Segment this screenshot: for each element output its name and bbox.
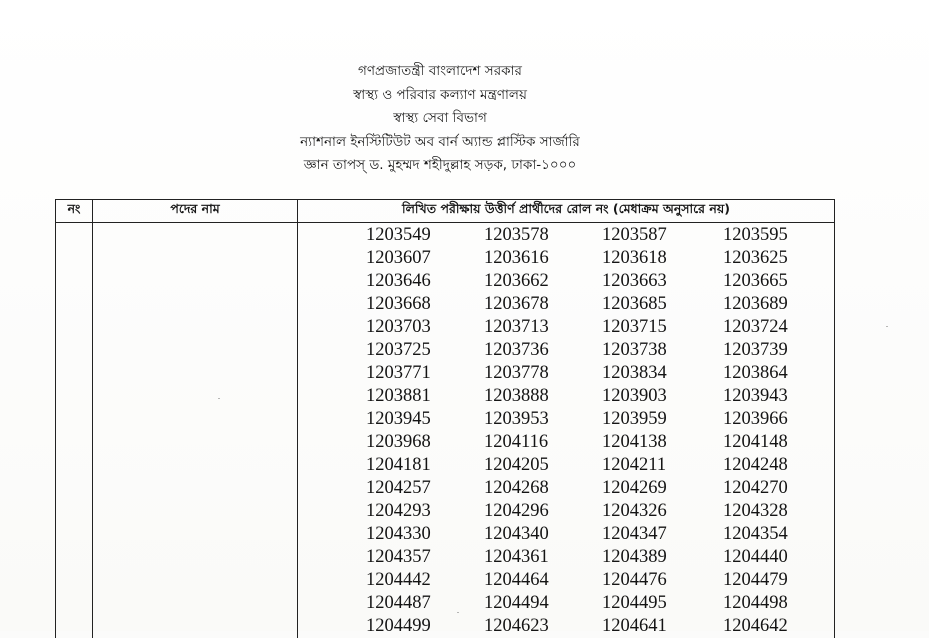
roll-number: 1204495 xyxy=(602,592,723,615)
roll-numbers-cell xyxy=(298,223,835,638)
column-header-post-name: পদের নাম xyxy=(93,200,298,223)
roll-number: 1204138 xyxy=(602,431,723,454)
serial-number-cell xyxy=(56,223,93,638)
roll-number: 1204181 xyxy=(366,454,484,477)
roll-number: 1203966 xyxy=(723,408,841,431)
roll-number: 1203959 xyxy=(602,408,723,431)
roll-number: 1203864 xyxy=(723,362,841,385)
roll-number: 1203595 xyxy=(723,224,841,247)
roll-number: 1203945 xyxy=(366,408,484,431)
scan-speck xyxy=(457,612,459,613)
roll-number: 1203834 xyxy=(602,362,723,385)
roll-number: 1203715 xyxy=(602,316,723,339)
roll-number: 1203778 xyxy=(484,362,602,385)
roll-number: 1204330 xyxy=(366,523,484,546)
roll-number: 1203616 xyxy=(484,247,602,270)
roll-number: 1203713 xyxy=(484,316,602,339)
header-line-government: গণপ্রজাতন্ত্রী বাংলাদেশ সরকার xyxy=(0,60,880,84)
roll-number: 1203607 xyxy=(366,247,484,270)
roll-number: 1203685 xyxy=(602,293,723,316)
post-name-cell xyxy=(93,223,298,638)
table-header-row xyxy=(56,200,835,223)
roll-number: 1203725 xyxy=(366,339,484,362)
roll-number: 1203724 xyxy=(723,316,841,339)
roll-number: 1203881 xyxy=(366,385,484,408)
column-header-roll-numbers: লিখিত পরীক্ষায় উত্তীর্ণ প্রার্থীদের রোল নং (মেধাক্রম অনুসারে নয়) xyxy=(298,200,835,223)
roll-number: 1203738 xyxy=(602,339,723,362)
roll-number: 1204148 xyxy=(723,431,841,454)
roll-number: 1204442 xyxy=(366,569,484,592)
scan-speck xyxy=(886,326,888,327)
roll-number: 1203646 xyxy=(366,270,484,293)
roll-number: 1203678 xyxy=(484,293,602,316)
roll-numbers-grid xyxy=(298,223,834,638)
roll-number: 1203663 xyxy=(602,270,723,293)
roll-number: 1203943 xyxy=(723,385,841,408)
roll-number: 1203888 xyxy=(484,385,602,408)
scan-speck xyxy=(218,398,220,399)
roll-number: 1203618 xyxy=(602,247,723,270)
roll-number: 1204293 xyxy=(366,500,484,523)
roll-number: 1204361 xyxy=(484,546,602,569)
roll-number: 1204248 xyxy=(723,454,841,477)
roll-number: 1204269 xyxy=(602,477,723,500)
roll-number: 1204499 xyxy=(366,615,484,638)
roll-number: 1203662 xyxy=(484,270,602,293)
roll-number: 1204476 xyxy=(602,569,723,592)
roll-number: 1203578 xyxy=(484,224,602,247)
header-line-ministry: স্বাস্থ্য ও পরিবার কল্যাণ মন্ত্রণালয় xyxy=(0,84,880,108)
roll-number-table xyxy=(55,199,835,638)
roll-number: 1204211 xyxy=(602,454,723,477)
roll-number: 1204498 xyxy=(723,592,841,615)
roll-number: 1204389 xyxy=(602,546,723,569)
roll-number: 1203968 xyxy=(366,431,484,454)
roll-number: 1204440 xyxy=(723,546,841,569)
roll-number: 1204623 xyxy=(484,615,602,638)
roll-number: 1204340 xyxy=(484,523,602,546)
roll-number: 1204257 xyxy=(366,477,484,500)
roll-number: 1204116 xyxy=(484,431,602,454)
roll-number: 1204479 xyxy=(723,569,841,592)
roll-number: 1204326 xyxy=(602,500,723,523)
roll-number: 1204268 xyxy=(484,477,602,500)
roll-number: 1204641 xyxy=(602,615,723,638)
roll-number: 1203739 xyxy=(723,339,841,362)
roll-number: 1203668 xyxy=(366,293,484,316)
roll-number: 1203903 xyxy=(602,385,723,408)
roll-number: 1204494 xyxy=(484,592,602,615)
header-line-division: স্বাস্থ্য সেবা বিভাগ xyxy=(0,107,880,131)
header-line-address: জ্ঞান তাপস্ ড. মুহম্মদ শহীদুল্লাহ সড়ক, ঢাকা-১০০০ xyxy=(0,154,880,178)
roll-number: 1203689 xyxy=(723,293,841,316)
roll-number: 1203703 xyxy=(366,316,484,339)
roll-number: 1203771 xyxy=(366,362,484,385)
roll-number: 1203665 xyxy=(723,270,841,293)
document-header xyxy=(0,60,880,178)
column-header-no: নং xyxy=(56,200,93,223)
roll-number: 1204487 xyxy=(366,592,484,615)
roll-number: 1203736 xyxy=(484,339,602,362)
table-row xyxy=(56,223,835,638)
roll-number: 1203625 xyxy=(723,247,841,270)
roll-number: 1204642 xyxy=(723,615,841,638)
roll-number: 1204464 xyxy=(484,569,602,592)
header-line-institute: ন্যাশনাল ইনস্টিটিউট অব বার্ন অ্যান্ড প্লাস্টিক সার্জারি xyxy=(0,131,880,155)
roll-number: 1204347 xyxy=(602,523,723,546)
roll-number: 1204270 xyxy=(723,477,841,500)
roll-number: 1203549 xyxy=(366,224,484,247)
roll-number: 1204296 xyxy=(484,500,602,523)
roll-number: 1204354 xyxy=(723,523,841,546)
roll-number: 1204357 xyxy=(366,546,484,569)
roll-number: 1204328 xyxy=(723,500,841,523)
roll-number: 1203953 xyxy=(484,408,602,431)
roll-number: 1203587 xyxy=(602,224,723,247)
roll-number: 1204205 xyxy=(484,454,602,477)
